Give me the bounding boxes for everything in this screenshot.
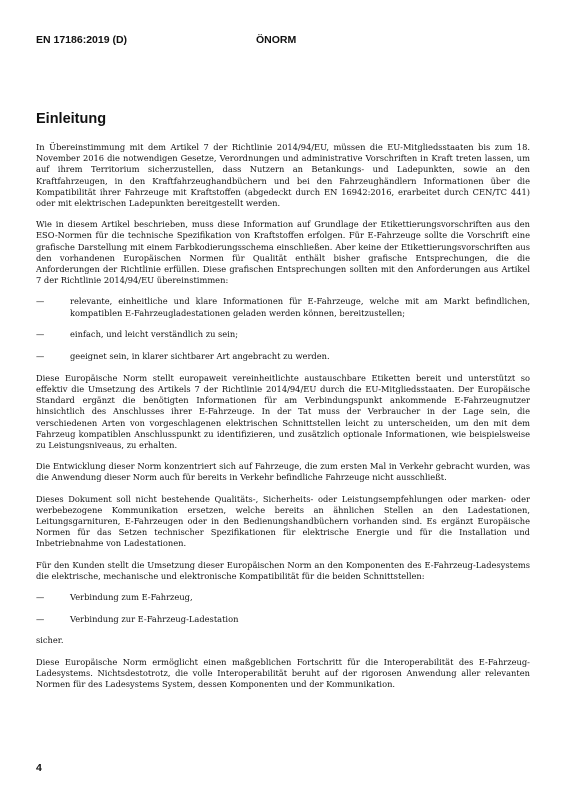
publisher-label: ÖNORM [256,34,297,46]
section-title: Einleitung [36,111,107,127]
dash-bullet: — [36,351,45,362]
paragraph: Wie in diesem Artikel beschrieben, muss diese Information auf Grundlage der Etikettierungsvorschriften aus den ESO-Normen für die technische Spezifikation von Kraftstoffen erfolgen. Für E-Fahrzeuge sollte die Vorschrift eine grafische Darstellung mit einem Farbkodierungsschema einschließen. Aber keine der Etikettierungsvorschriften aus den vorhandenen Europäischen Normen für Qualität enthält bisher grafische Entsprechungen, die die Anforderungen der Richtlinie erfüllen. Diese grafischen Entsprechungen sollten mit den Anforderungen aus Artikel 7 der Richtlinie 2014/94/EU übereinstimmen: [36,219,530,286]
standard-number: EN 17186:2019 (D) [36,34,128,46]
dash-bullet: — [36,296,45,307]
list-item: — Verbindung zur E-Fahrzeug-Ladestation [36,613,239,624]
paragraph: Die Entwicklung dieser Norm konzentriert sich auf Fahrzeuge, die zum ersten Mal in Verkehr gebracht wurden, was die Anwendung dieser Norm auch für bereits in Verkehr befindliche Fahrzeuge nicht ausschließt. [36,461,530,483]
interfaces-list [36,592,530,625]
dash-bullet: — [36,329,45,340]
paragraph: Diese Europäische Norm stellt europaweit vereinheitlichte austauschbare Etiketten bereit und unterstützt so effektiv die Umsetzung des Artikels 7 der Richtlinie 2014/94/EU durch die EU-Mitgliedsstaaten. Der Europäische Standard ergänzt die benötigten Informationen für am Verbindungspunkt ankommende E-Fahrzeugnutzer hinsichtlich des Anschlusses ihrer E-Fahrzeuge. In der Tat muss der Verbraucher in der Lage sein, die verschiedenen Arten von vorgeschlagenen elektrischen Schnittstellen leicht zu unterscheiden, um den mit dem Fahrzeug kompatiblen Anschlusspunkt zu identifizieren, und zusätzlich optionale Informationen, wie beispielsweise zu Leistungsniveaus, zu erhalten. [36,372,530,450]
page-number: 4 [36,762,42,774]
requirements-list [36,296,530,362]
list-item: — relevante, einheitliche und klare Informationen für E-Fahrzeuge, welche mit am Markt befindlichen, kompatiblen E-Fahrzeugladestationen geladen werden können, bereitzustellen; [36,296,530,318]
paragraph: Für den Kunden stellt die Umsetzung dieser Europäischen Norm an den Komponenten des E-Fahrzeug-Ladesystems die elektrische, mechanische und elektronische Kompatibilität für die beiden Schnittstellen: [36,559,530,581]
list-item: — geeignet sein, in klarer sichtbarer Art angebracht zu werden. [36,351,330,362]
paragraph: In Übereinstimmung mit dem Artikel 7 der Richtlinie 2014/94/EU, müssen die EU-Mitgliedsstaaten bis zum 18. November 2016 die notwendigen Gesetze, Verordnungen und administrative Vorschriften in Kraft treten lassen, um auf ihrem Territorium sicherzustellen, dass Nutzern an Betankungs- und Ladepunkten, sowie an den Kraftfahrzeugen, in den Kraftfahrzeughandbüchern und bei den Fahrzeughändlern Informationen über die Kompatibilität ihrer Fahrzeuge mit Kraftstoffen (abgedeckt durch EN 16942:2016, erarbeitet durch CEN/TC 441) oder mit elektrischen Ladepunkten bereitgestellt werden. [36,142,530,209]
dash-bullet: — [36,613,45,624]
dash-bullet: — [36,592,45,602]
paragraph: Diese Europäische Norm ermöglicht einen maßgeblichen Fortschritt für die Interoperabilität des E-Fahrzeug-Ladesystems. Nichtsdestotrotz, die volle Interoperabilität beruht auf der rigorosen Anwendung aller relevanten Normen für des Ladesystems System, dessen Komponenten und der Kommunikation. [36,656,530,690]
paragraph: sicher. [36,635,64,646]
list-item: — einfach, und leicht verständlich zu sein; [36,329,239,340]
body-text [36,142,530,700]
paragraph: Dieses Dokument soll nicht bestehende Qualitäts-, Sicherheits- oder Leistungsempfehlungen oder marken- oder werbebezogene Kommunikation ersetzen, welche bereits an ähnlichen Stellen an den Ladestationen, Leitungsgarnituren, E-Fahrzeugen oder in den Bedienungshandbüchern vorhanden sind. Es ergänzt Europäische Normen für das Setzen technischer Spezifikationen für elektrische Energie und für die Installation und Inbetriebnahme von Ladestationen. [36,493,530,549]
list-item: — Verbindung zum E-Fahrzeug, [36,592,193,602]
